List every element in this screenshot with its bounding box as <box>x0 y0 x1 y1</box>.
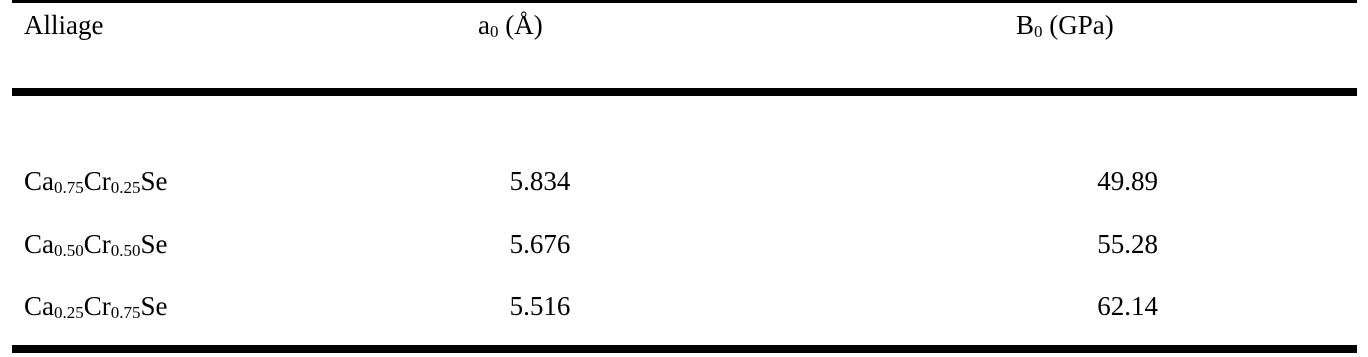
alloy-fraction: 0.75 <box>110 303 141 322</box>
alloy-fraction: 0.50 <box>54 241 84 260</box>
header-a0-subscript: 0 <box>489 22 499 41</box>
alloy-element: Se <box>140 291 168 321</box>
table-cell-a0: 5.516 <box>509 291 571 321</box>
alloy-element: Se <box>140 229 168 259</box>
table-bottom-rule <box>12 345 1357 353</box>
table-row-alloy <box>24 228 168 260</box>
alloy-element: Se <box>140 166 168 196</box>
table-cell-a0: 5.834 <box>509 166 571 196</box>
header-b0-base: B <box>1016 10 1035 40</box>
table-cell-b0: 62.14 <box>1097 291 1158 321</box>
alloy-element: Cr <box>83 291 111 321</box>
header-a0-unit: (Å) <box>498 10 543 40</box>
table-cell-b0: 55.28 <box>1097 229 1158 259</box>
header-bulk-modulus <box>1016 9 1114 41</box>
alloy-element: Cr <box>83 166 111 196</box>
table-row-alloy <box>24 290 168 322</box>
header-a0-base: a <box>478 10 490 40</box>
alloy-element: Ca <box>24 229 54 259</box>
alloy-element: Cr <box>83 229 111 259</box>
table-row-alloy <box>24 165 168 197</box>
alloy-fraction: 0.50 <box>110 241 141 260</box>
table-top-rule <box>12 0 1357 3</box>
alloy-element: Ca <box>24 166 54 196</box>
alloy-fraction: 0.25 <box>54 303 84 322</box>
alloy-fraction: 0.25 <box>110 178 141 197</box>
table-header-rule <box>12 88 1357 96</box>
header-b0-unit: (GPa) <box>1042 10 1114 40</box>
table-cell-a0: 5.676 <box>509 229 571 259</box>
header-alloy: Alliage <box>24 10 104 40</box>
table-cell-b0: 49.89 <box>1097 166 1158 196</box>
alloy-element: Ca <box>24 291 54 321</box>
header-lattice-constant <box>478 9 568 41</box>
alloy-fraction: 0.75 <box>54 178 84 197</box>
header-b0-subscript: 0 <box>1034 22 1043 41</box>
